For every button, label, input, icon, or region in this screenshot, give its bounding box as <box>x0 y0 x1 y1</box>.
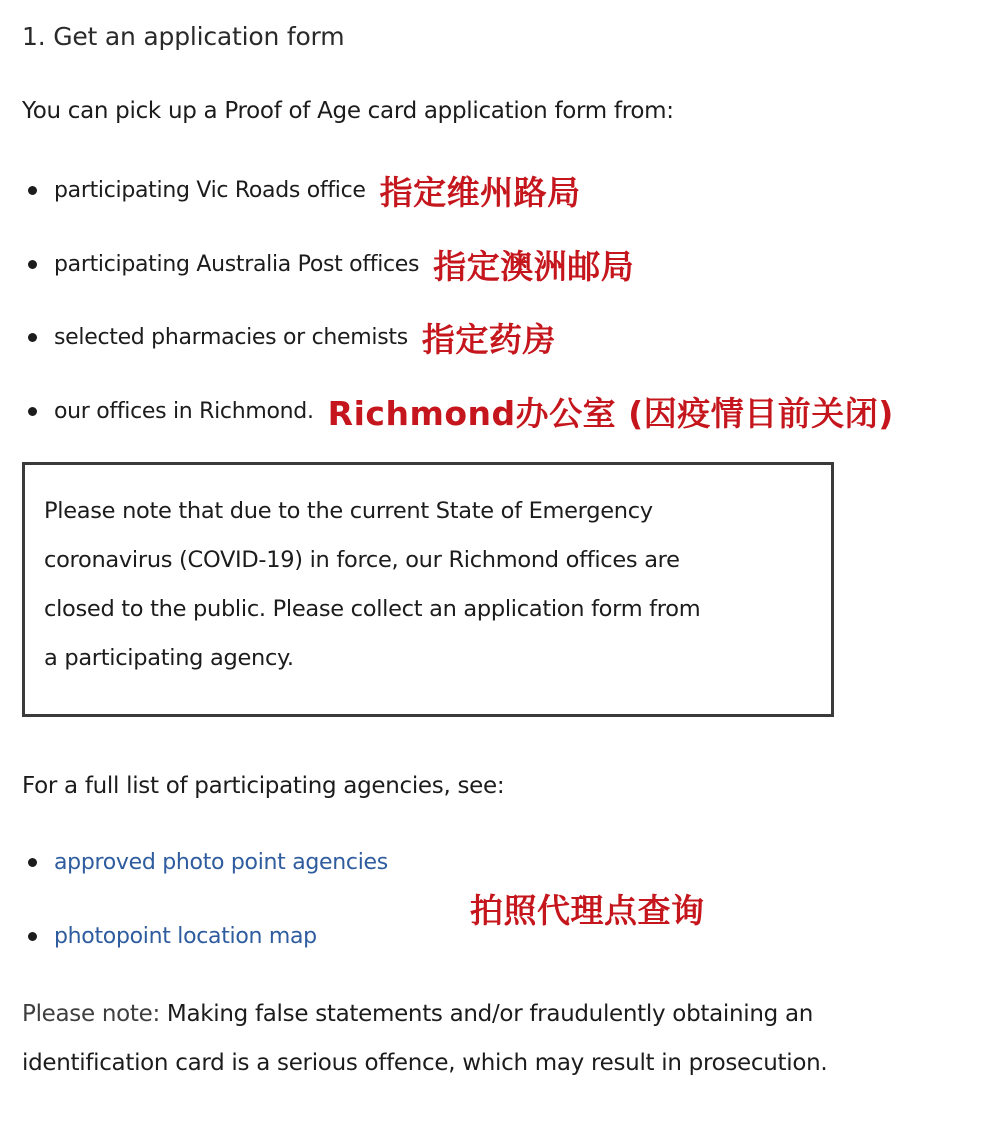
annotation-chinese: 指定药房 <box>421 319 556 359</box>
bullet-icon <box>28 260 37 269</box>
location-text: selected pharmacies or chemists <box>54 324 408 350</box>
list-item <box>28 838 388 886</box>
list-item <box>28 166 581 214</box>
bullet-icon <box>28 186 37 195</box>
notice-line: coronavirus (COVID-19) in force, our Richmond offices are <box>44 547 680 573</box>
list-item <box>28 912 317 960</box>
bullet-icon <box>28 932 37 941</box>
annotation-chinese: 拍照代理点查询 <box>470 891 705 930</box>
location-text: participating Vic Roads office <box>54 177 366 203</box>
annotation-chinese: 指定澳洲邮局 <box>433 246 635 286</box>
notice-line: closed to the public. Please collect an application form from <box>44 596 701 622</box>
list-item <box>28 387 894 435</box>
bullet-icon <box>28 333 37 342</box>
intro-text: You can pick up a Proof of Age card application form from: <box>22 98 674 124</box>
warning-label: Please note: <box>22 1001 160 1027</box>
list-item <box>28 313 556 361</box>
notice-line: Please note that due to the current State of Emergency <box>44 498 653 524</box>
agencies-intro: For a full list of participating agencies, see: <box>22 773 505 799</box>
location-text: our offices in Richmond. <box>54 398 314 424</box>
approved-photo-point-agencies-link[interactable]: approved photo point agencies <box>54 849 388 875</box>
bullet-icon <box>28 407 37 416</box>
annotation-chinese: 指定维州路局 <box>379 172 581 212</box>
annotation-chinese: Richmond办公室 (因疫情目前关闭) <box>327 393 894 433</box>
covid-notice-text <box>44 487 824 683</box>
bullet-icon <box>28 858 37 867</box>
warning-note <box>22 990 962 1088</box>
warning-text: Making false statements and/or fraudulently obtaining an identification card is a serious offence, which may result in prosecution. <box>22 1001 828 1076</box>
section-heading: 1. Get an application form <box>22 22 345 51</box>
notice-line: a participating agency. <box>44 645 294 671</box>
photopoint-location-map-link[interactable]: photopoint location map <box>54 923 317 949</box>
covid-notice-box <box>22 462 834 717</box>
location-text: participating Australia Post offices <box>54 251 420 277</box>
list-item <box>28 240 634 288</box>
